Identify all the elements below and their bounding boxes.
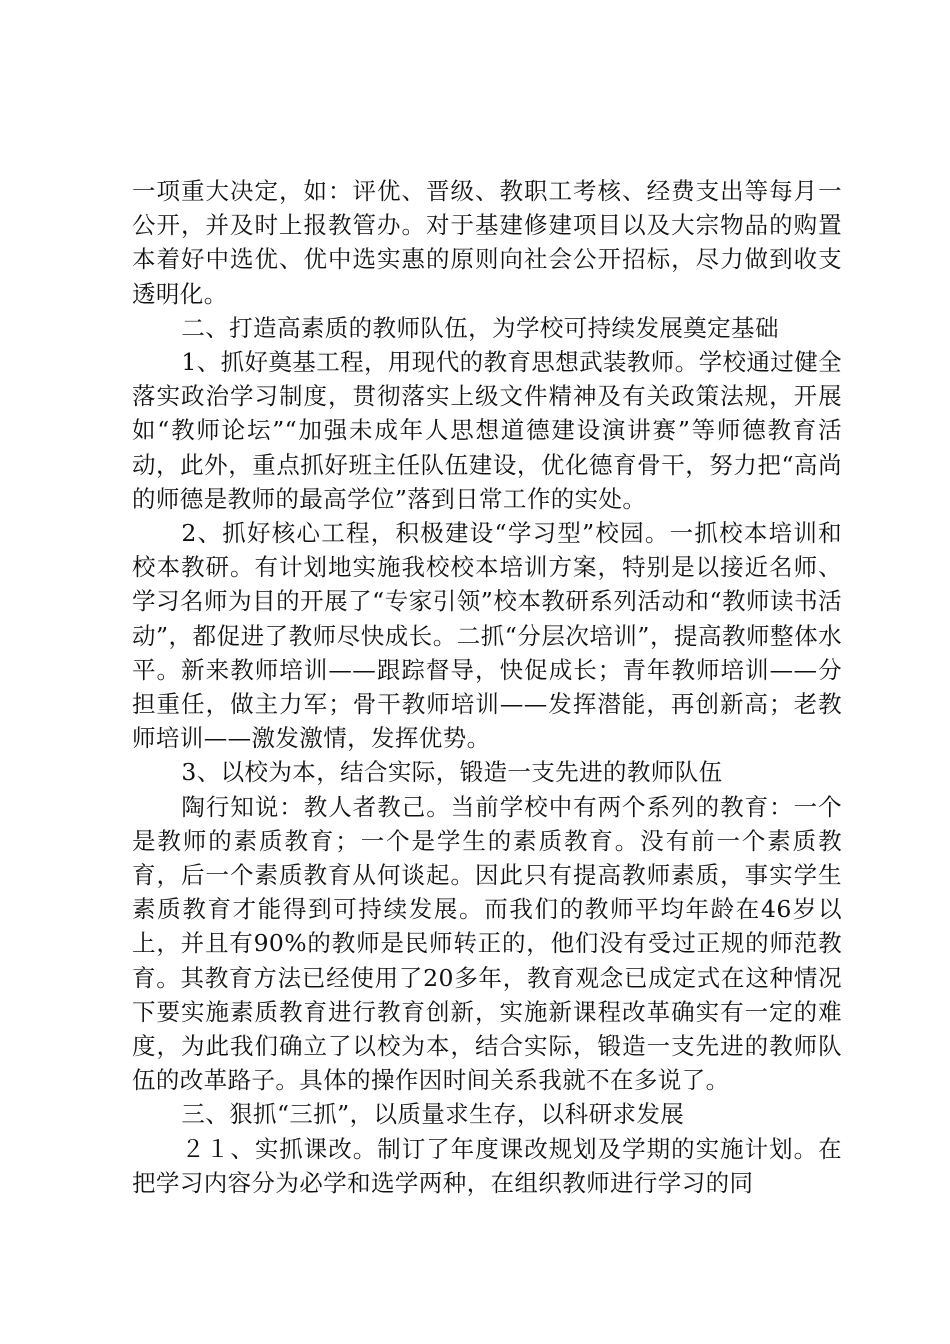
document-page xyxy=(132,174,842,1200)
paragraph-8: ２１、实抓课改。制订了年度课改规划及学期的实施计划。在把学习内容分为必学和选学两种，在组织教师进行学习的同 xyxy=(132,1134,842,1197)
section-heading-7: 三、狠抓“三抓”，以质量求生存，以科研求发展 xyxy=(181,1100,685,1129)
paragraph-1: 一项重大决定，如：评优、晋级、教职工考核、经费支出等每月一公开，并及时上报教管办。对于基建修建项目以及大宗物品的购置本着好中选优、优中选实惠的原则向社会公开招标，尽力做到收支透明化。 xyxy=(132,177,842,308)
paragraph-4: 2、抓好核心工程，积极建设“学习型”校园。一抓校本培训和校本教研。有计划地实施我校校本培训方案，特别是以接近名师、学习名师为目的开展了“专家引领”校本教研系列活动和“教师读书活动”，都促进了教师尽快成长。二抓“分层次培训”，提高教师整体水平。新来教师培训——跟踪督导，快促成长；青年教师培训——分担重任，做主力军；骨干教师培训——发挥潜能，再创新高；老教师培训——激发激情，发挥优势。 xyxy=(132,519,842,753)
subheading-5: 3、以校为本，结合实际，锻造一支先进的教师队伍 xyxy=(181,758,723,787)
paragraph-6: 陶行知说：教人者教己。当前学校中有两个系列的教育：一个是教师的素质教育；一个是学生的素质教育。没有前一个素质教育，后一个素质教育从何谈起。因此只有提高教师素质，事实学生素质教育才能得到可持续发展。而我们的教师平均年龄在46岁以上，并且有90%的教师是民师转正的，他们没有受过正规的师范教育。其教育方法已经使用了20多年，教育观念已成定式在这种情况下要实施素质教育进行教育创新，实施新课程改革确实有一定的难度，为此我们确立了以校为本，结合实际，锻造一支先进的教师队伍的改革路子。具体的操作因时间关系我就不在多说了。 xyxy=(132,792,842,1095)
section-heading-2: 二、打造高素质的教师队伍，为学校可持续发展奠定基础 xyxy=(181,313,779,342)
paragraph-3: 1、抓好奠基工程，用现代的教育思想武装教师。学校通过健全落实政治学习制度，贯彻落实上级文件精神及有关政策法规，开展如“教师论坛”“加强未成年人思想道德建设演讲赛”等师德教育活动，此外，重点抓好班主任队伍建设，优化德育骨干，努力把“高尚的师德是教师的最高学位”落到日常工作的实处。 xyxy=(132,348,842,513)
